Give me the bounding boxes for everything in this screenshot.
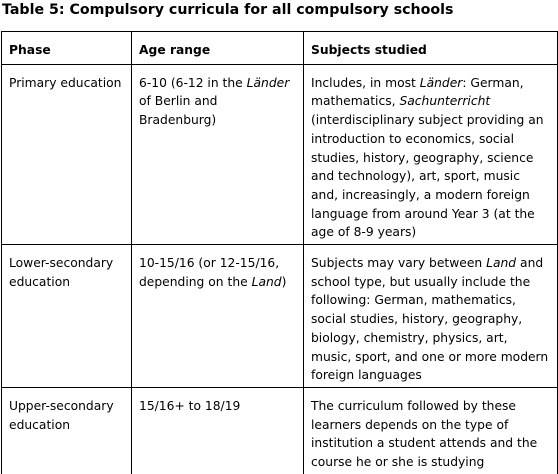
table-caption: Table 5: Compulsory curricula for all compulsory schools — [2, 2, 454, 18]
subjects-text-end: (interdisciplinary subject providing an introduction to economics, social studies, history, geography, science and technology), art, sport, music and, increasingly, a modern foreign language from around Year 3 (at the age of 8-9 years) — [311, 113, 544, 240]
age-text: 15/16+ to 18/19 — [139, 398, 241, 413]
subjects-text-end: and school type, but usually include the following: German, mathematics, social studies, history, geography, biology, chemistry, physics, art, music, sport, and one or more modern foreign languages — [311, 256, 549, 383]
age-text: 10-15/16 (or 12-15/16, depending on the — [139, 256, 280, 289]
age-text: 6-10 (6-12 in the — [139, 75, 247, 90]
age-emphasis: Länder — [246, 75, 290, 90]
header-age-range: Age range — [132, 32, 304, 65]
subjects-text: The curriculum followed by these learners depends on the type of institution a student attends and the course he or she is studying — [311, 398, 538, 470]
cell-age-range — [132, 245, 304, 388]
cell-phase — [2, 64, 132, 244]
age-text-end: of Berlin and Bradenburg) — [139, 94, 218, 128]
phase-text: Lower-secondary education — [9, 256, 114, 289]
subjects-emphasis: Länder — [419, 75, 463, 90]
age-emphasis: Land — [251, 274, 282, 289]
subjects-text: Includes, in most — [311, 75, 420, 90]
cell-subjects — [304, 245, 558, 388]
subjects-emphasis: Land — [486, 256, 517, 271]
age-text-end: ) — [281, 274, 287, 289]
table-row-lower-secondary — [2, 245, 558, 388]
table-row-primary — [2, 64, 558, 244]
phase-text: Upper-secondary education — [9, 398, 114, 432]
cell-age-range — [132, 64, 304, 244]
cell-phase — [2, 245, 132, 388]
phase-text: Primary education — [9, 75, 122, 90]
subjects-text: Subjects may vary between — [311, 256, 487, 271]
header-phase: Phase — [2, 32, 132, 65]
cell-subjects — [304, 64, 558, 244]
curricula-table — [1, 31, 558, 474]
subjects-emphasis-2: Sachunterricht — [399, 94, 491, 109]
header-row — [2, 32, 558, 65]
subjects-text-mid: : German, mathematics, — [311, 75, 524, 109]
header-subjects: Subjects studied — [304, 32, 558, 65]
